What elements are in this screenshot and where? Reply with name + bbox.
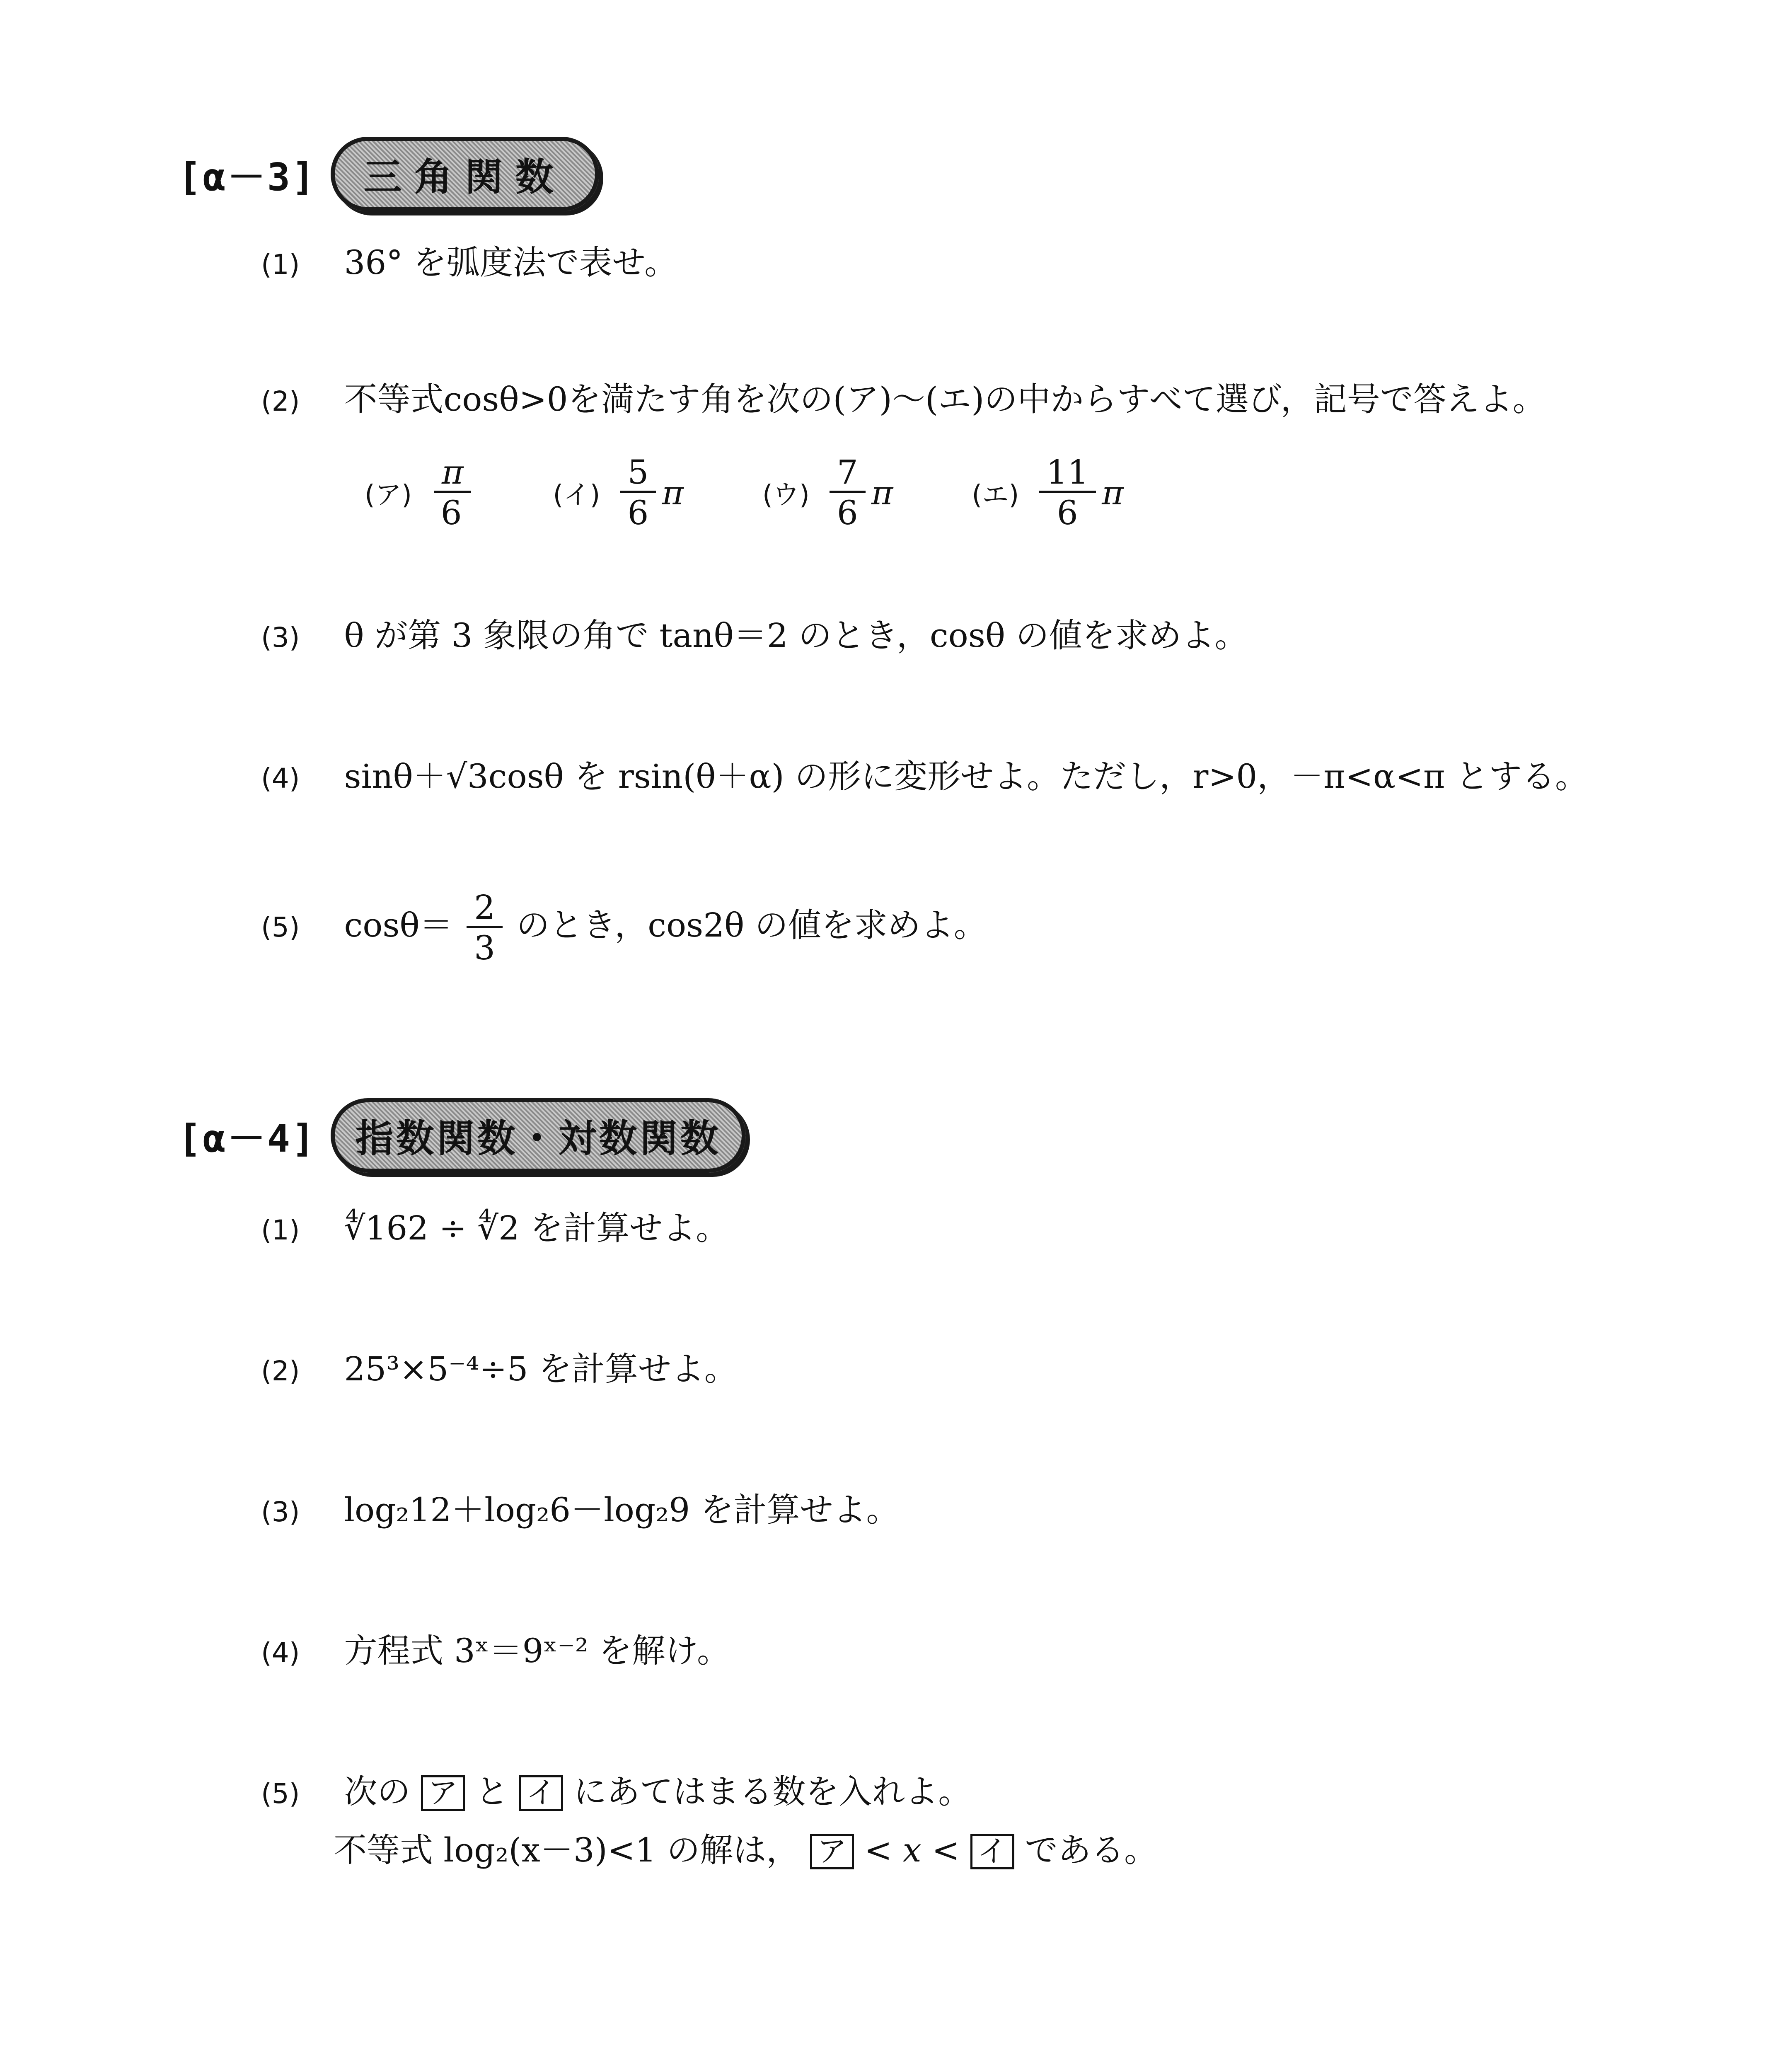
fraction [432,453,471,532]
choice-list [365,453,1202,532]
question-text: 不等式 log₂(x－3)<1 の解は， [334,1831,800,1869]
section-title-badge: 三角関数 [331,137,599,211]
fraction-numerator: π [434,456,471,493]
choice-a [365,453,474,532]
question-number: (2) [261,1355,300,1387]
question-3-2 [261,381,1546,418]
fraction-numerator: 5 [620,456,656,493]
fraction-denominator: 6 [1057,494,1078,532]
choice-b [553,453,684,532]
question-text: 方程式 3ˣ＝9ˣ⁻² を解け。 [344,1631,730,1670]
section-label: [α－4] [178,1116,317,1161]
inequality-text: < x < [864,1831,960,1869]
section-header-alpha-3 [178,137,599,211]
question-4-5-line2 [334,1823,1157,1871]
question-4-4 [261,1633,730,1669]
question-text-prefix: cosθ＝ [344,906,453,944]
fraction [620,453,656,532]
question-text: 不等式cosθ>0を満たす角を次の(ア)～(エ)の中からすべて選び，記号で答えよ。 [344,380,1546,419]
section-label: [α－3] [178,155,317,199]
question-text: 25³×5⁻⁴÷5 を計算せよ。 [344,1350,738,1388]
fraction-numerator: 7 [830,456,866,493]
question-number: (3) [261,1496,300,1528]
question-number: (4) [261,1637,300,1669]
question-3-4 [261,758,1588,795]
question-3-5 [261,888,987,967]
pi-symbol: π [662,473,684,512]
fraction [467,888,503,967]
answer-box-b: イ [519,1775,563,1811]
question-number: (1) [261,249,300,281]
question-3-3 [261,617,1248,654]
question-number: (2) [261,385,300,417]
question-text: θ が第 3 象限の角で tanθ＝2 のとき，cosθ の値を求めよ。 [344,616,1248,655]
answer-box-b: イ [970,1834,1014,1869]
question-number: (3) [261,622,300,654]
question-3-1 [261,244,677,281]
question-number: (1) [261,1214,300,1246]
fraction-numerator: 11 [1039,456,1096,493]
choice-label: (イ) [553,480,600,511]
question-text: にあてはまる数を入れよ。 [573,1772,972,1811]
question-4-3 [261,1492,900,1528]
choice-label: (ア) [365,480,412,511]
choice-label: (エ) [972,480,1019,511]
fraction-numerator: 2 [467,891,503,928]
question-text: 次の [344,1772,411,1811]
question-text: と [475,1772,509,1811]
fraction [830,453,866,532]
question-text: 36° を弧度法で表せ。 [344,243,678,282]
question-4-2 [261,1351,738,1387]
pi-symbol: π [871,473,893,512]
question-4-5 [261,1774,971,1811]
fraction-denominator: 6 [440,494,462,532]
question-text-suffix: のとき，cos2θ の値を求めよ。 [516,906,987,944]
fraction-denominator: 6 [627,494,649,532]
answer-box-a: ア [421,1775,465,1811]
question-text: ∜162 ÷ ∜2 を計算せよ。 [344,1209,729,1247]
choice-d [972,453,1124,532]
question-text: log₂12＋log₂6－log₂9 を計算せよ。 [344,1491,900,1529]
pi-symbol: π [1102,473,1124,512]
question-number: (4) [261,762,300,794]
question-text: sinθ＋√3cosθ を rsin(θ＋α) の形に変形せよ。ただし，r>0，－π<α<π とする。 [344,757,1588,796]
question-number: (5) [261,1778,300,1810]
question-4-1 [261,1210,729,1247]
choice-label: (ウ) [762,480,810,511]
answer-box-a: ア [810,1834,854,1869]
question-text: である。 [1025,1831,1158,1869]
section-title-badge: 指数関数・対数関数 [331,1098,746,1173]
choice-c [762,453,893,532]
fraction [1039,453,1096,532]
question-number: (5) [261,911,300,943]
section-header-alpha-4 [178,1098,746,1173]
fraction-denominator: 6 [837,494,858,532]
fraction-denominator: 3 [474,929,495,967]
